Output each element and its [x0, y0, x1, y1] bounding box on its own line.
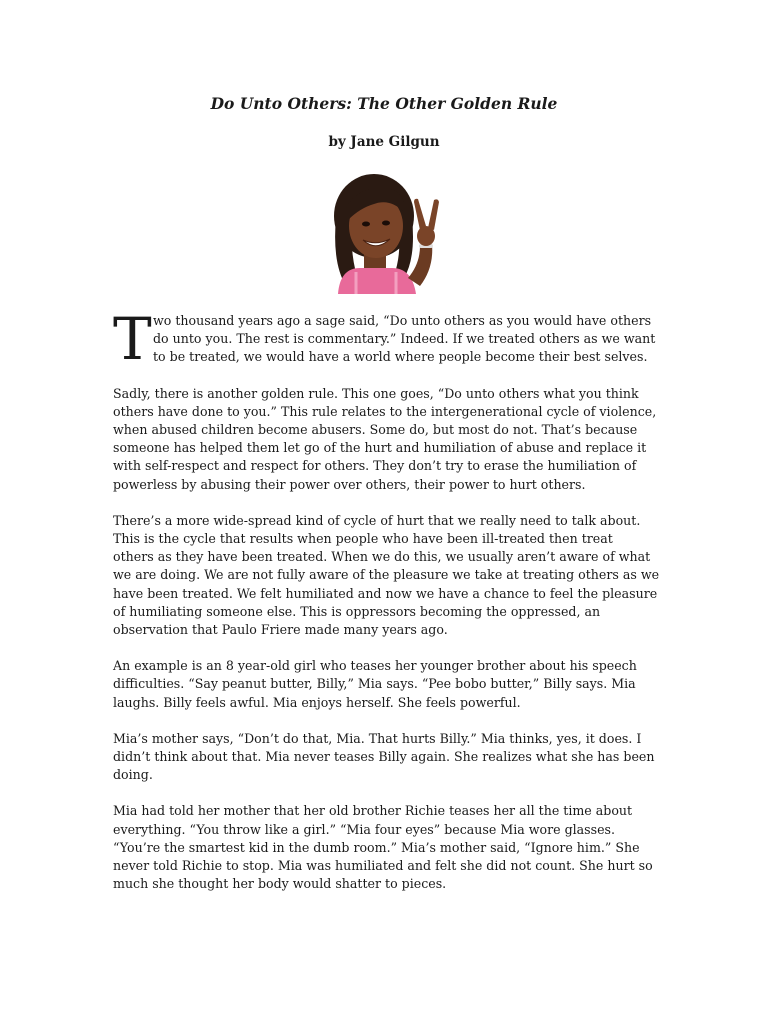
text-line: Sadly, there is another golden rule. This one goes, “Do unto others what you think [113, 385, 639, 401]
document-byline: by Jane Gilgun [328, 134, 440, 150]
paragraph [113, 512, 660, 639]
paragraph [113, 657, 655, 712]
paragraph [113, 730, 655, 785]
text-line: to be treated, we would have a world where people become their best selves. [153, 349, 648, 365]
text-line: others as they have been treated. When we do this, we usually aren’t aware of what [113, 549, 651, 565]
text-line: someone has helped them let go of the hurt and humiliation of abuse and replace it [113, 440, 647, 456]
text-line: with self-respect and respect for others. They don’t try to erase the humiliation of [113, 458, 637, 474]
text-line: wo thousand years ago a sage said, “Do unto others as you would have others [153, 313, 652, 328]
text-line: doing. [113, 767, 153, 783]
text-line: of humiliating someone else. This is oppressors becoming the oppressed, an [113, 603, 601, 619]
text-line: didn’t think about that. Mia never teases Billy again. She realizes what she has been [113, 749, 655, 765]
text-line: Mia’s mother says, “Don’t do that, Mia. That hurts Billy.” Mia thinks, yes, it does. I [113, 730, 642, 746]
girl-making-peace-sign-icon [316, 168, 448, 294]
text-line: “You’re the smartest kid in the dumb room.” Mia’s mother said, “Ignore him.” She [113, 839, 640, 855]
drop-cap: T [113, 305, 152, 373]
paragraph [113, 802, 655, 893]
text-line: observation that Paulo Friere made many years ago. [113, 622, 448, 638]
text-line: An example is an 8 year-old girl who teases her younger brother about his speech [113, 658, 637, 674]
text-line: This is the cycle that results when people who have been ill-treated then treat [113, 531, 613, 547]
text-line: Mia had told her mother that her old brother Richie teases her all the time about [113, 803, 633, 819]
text-line: laughs. Billy feels awful. Mia enjoys herself. She feels powerful. [113, 694, 521, 710]
text-line: we are doing. We are not fully aware of the pleasure we take at treating others as we [113, 567, 660, 583]
text-line: everything. “You throw like a girl.” “Mia four eyes” because Mia wore glasses. [113, 821, 616, 837]
text-line: There’s a more wide-spread kind of cycle of hurt that we really need to talk about. [113, 512, 641, 528]
article-body [113, 305, 660, 911]
text-line: difficulties. “Say peanut butter, Billy,” Mia says. “Pee bobo butter,” Billy says. Mia [113, 676, 636, 692]
text-line: powerless by abusing their power over others, their power to hurt others. [113, 476, 586, 492]
text-line: much she thought her body would shatter to pieces. [113, 876, 447, 892]
document-title: Do Unto Others: The Other Golden Rule [210, 94, 558, 113]
paragraph [113, 385, 655, 494]
text-line: others have done to you.” This rule relates to the intergenerational cycle of violence, [113, 403, 657, 419]
paragraph [113, 305, 656, 373]
text-line: do unto you. The rest is commentary.” Indeed. If we treated others as we want [153, 331, 656, 347]
text-line: never told Richie to stop. Mia was humiliated and felt she did not count. She hurt so [113, 858, 653, 874]
text-line: when abused children become abusers. Some do, but most do not. That’s because [113, 422, 638, 438]
text-line: have been treated. We felt humiliated and now we have a chance to feel the pleasure [113, 585, 658, 601]
